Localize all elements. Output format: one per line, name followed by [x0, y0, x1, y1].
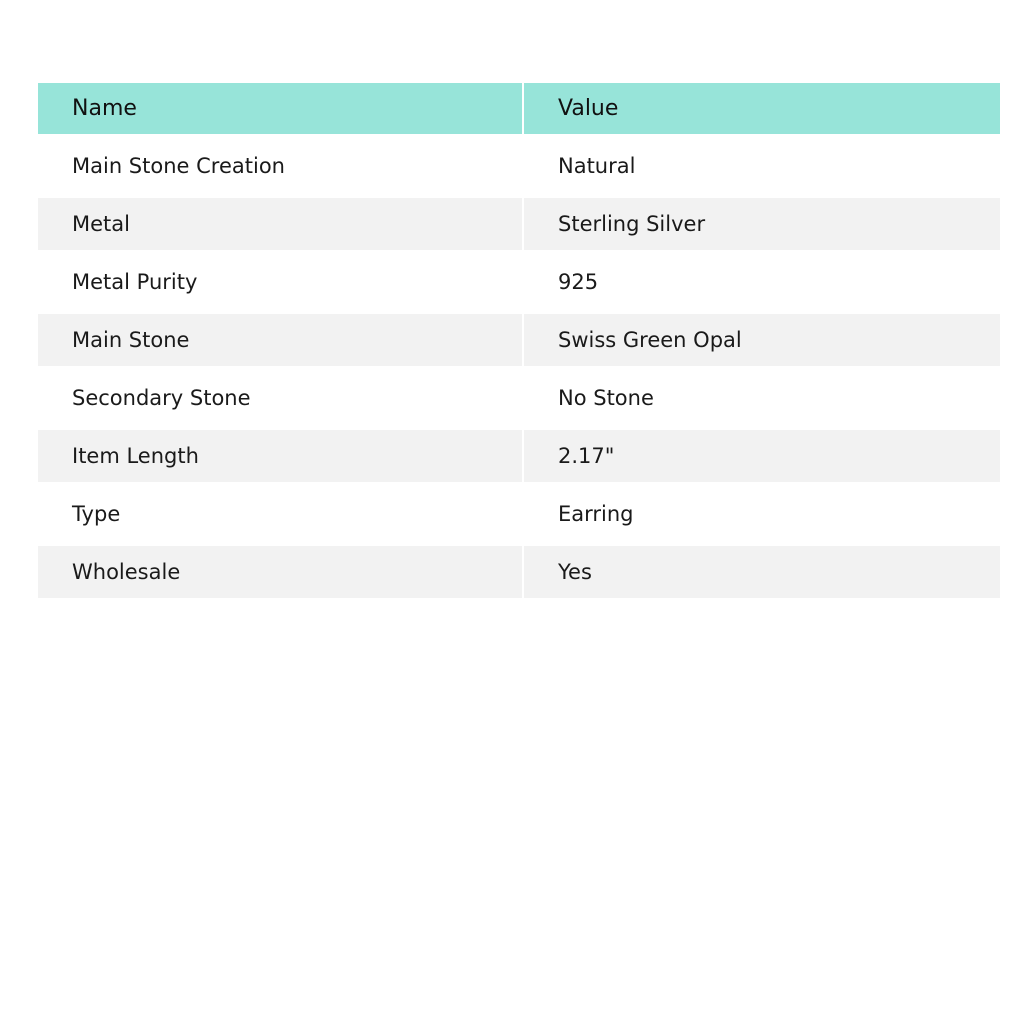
table-row [38, 546, 1000, 598]
row-name: Type [38, 482, 523, 546]
row-value: 2.17" [523, 430, 1000, 482]
table-row [38, 198, 1000, 250]
row-value: No Stone [523, 366, 1000, 430]
row-value: Swiss Green Opal [523, 314, 1000, 366]
table-body [38, 134, 1000, 598]
row-value: Natural [523, 134, 1000, 198]
table-row [38, 482, 1000, 546]
row-value: Earring [523, 482, 1000, 546]
row-name: Main Stone Creation [38, 134, 523, 198]
row-name: Metal [38, 198, 523, 250]
row-name: Item Length [38, 430, 523, 482]
header-name: Name [38, 83, 523, 134]
row-name: Wholesale [38, 546, 523, 598]
table-header [38, 83, 1000, 134]
row-name: Secondary Stone [38, 366, 523, 430]
row-name: Main Stone [38, 314, 523, 366]
row-value: Sterling Silver [523, 198, 1000, 250]
table-row [38, 430, 1000, 482]
table-row [38, 250, 1000, 314]
header-value: Value [523, 83, 1000, 134]
table-row [38, 134, 1000, 198]
spec-table [38, 83, 1000, 598]
row-value: Yes [523, 546, 1000, 598]
header-row [38, 83, 1000, 134]
row-name: Metal Purity [38, 250, 523, 314]
table-row [38, 314, 1000, 366]
row-value: 925 [523, 250, 1000, 314]
table-row [38, 366, 1000, 430]
